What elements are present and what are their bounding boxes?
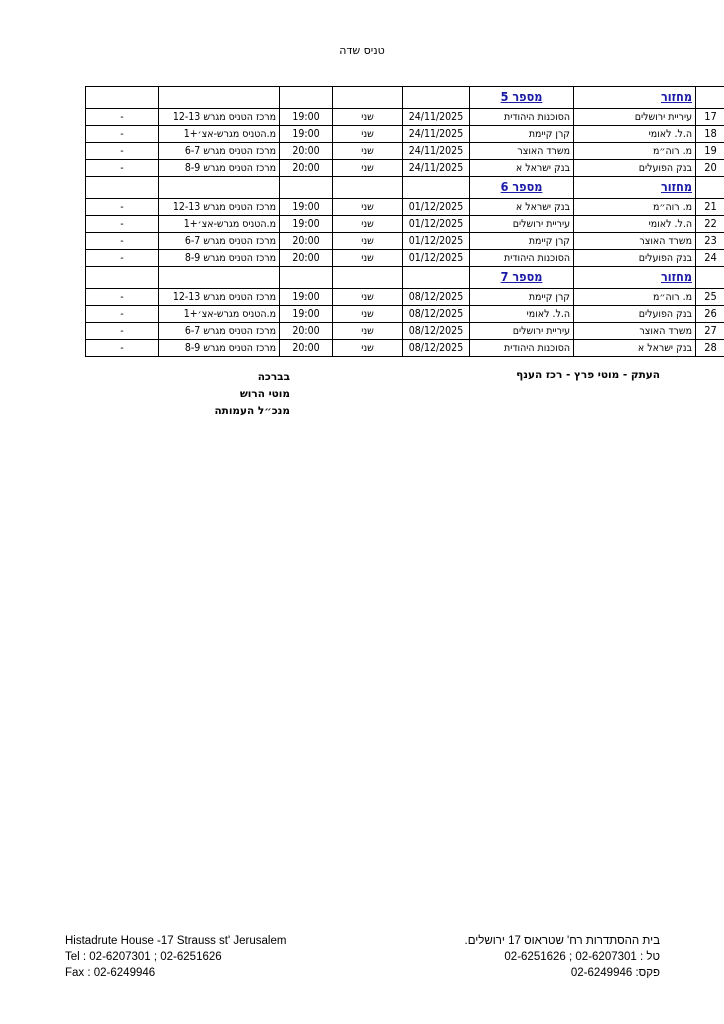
team-away: קרן קיימת [470,289,574,306]
team-home: משרד האוצר [574,323,696,340]
header-cell [86,267,159,289]
team-home: מ. רוה״מ [574,289,696,306]
header-cell [574,87,696,109]
game-row [86,306,724,323]
footer-tel-en: Tel : 02-6207301 ; 02-6251626 [65,951,222,963]
game-time: 20:00 [280,233,333,250]
round-number: מספר 6 [500,179,543,194]
game-number: 21 [696,199,724,216]
game-date: 01/12/2025 [403,199,470,216]
header-cell [159,267,280,289]
game-number: 26 [696,306,724,323]
game-date: 08/12/2025 [403,306,470,323]
team-home: משרד האוצר [574,233,696,250]
game-venue: מ.הטניס מגרש-אצ׳+1 [159,216,280,233]
header-cell [470,87,574,109]
game-row [86,216,724,233]
game-result: - [86,143,159,160]
game-number: 27 [696,323,724,340]
game-time: 20:00 [280,250,333,267]
document-title: טניס שדה [339,44,385,57]
footer-hebrew [465,933,660,981]
header-cell [159,177,280,199]
footer-address-en: Histadrute House -17 Strauss st' Jerusalem [65,935,287,947]
team-away: עיריית ירושלים [470,216,574,233]
header-cell [280,267,333,289]
header-cell [280,177,333,199]
game-row [86,289,724,306]
game-venue: מ.הטניס מגרש-אצ׳+1 [159,126,280,143]
game-result: - [86,126,159,143]
team-away: הסוכנות היהודית [470,109,574,126]
game-venue: מ.הטניס מגרש-אצ׳+1 [159,306,280,323]
header-cell [470,177,574,199]
game-row [86,250,724,267]
game-result: - [86,289,159,306]
game-time: 20:00 [280,340,333,357]
team-away: הסוכנות היהודית [470,250,574,267]
round-label: מחזור [661,269,692,284]
game-time: 20:00 [280,323,333,340]
team-home: ה.ל. לאומי [574,216,696,233]
game-time: 19:00 [280,109,333,126]
game-number: 24 [696,250,724,267]
game-number: 20 [696,160,724,177]
game-time: 19:00 [280,306,333,323]
round-number: מספר 5 [500,89,543,104]
game-row [86,340,724,357]
game-result: - [86,306,159,323]
game-result: - [86,340,159,357]
round-label: מחזור [661,89,692,104]
game-number: 23 [696,233,724,250]
team-home: ה.ל. לאומי [574,126,696,143]
game-date: 01/12/2025 [403,233,470,250]
header-cell [470,267,574,289]
game-result: - [86,199,159,216]
header-cell [280,87,333,109]
team-home: בנק הפועלים [574,250,696,267]
game-row [86,109,724,126]
game-venue: מרכז הטניס מגרש 12-13 [159,289,280,306]
round-header [86,267,724,289]
game-row [86,143,724,160]
game-time: 20:00 [280,143,333,160]
header-cell [574,267,696,289]
team-away: עיריית ירושלים [470,323,574,340]
game-time: 19:00 [280,199,333,216]
game-time: 19:00 [280,126,333,143]
game-date: 08/12/2025 [403,340,470,357]
game-date: 08/12/2025 [403,289,470,306]
header-cell [333,267,403,289]
team-home: מ. רוה״מ [574,143,696,160]
game-row [86,323,724,340]
header-cell [86,87,159,109]
round-number: מספר 7 [500,269,543,284]
header-cell [333,87,403,109]
footer-english [65,933,286,981]
header-cell [86,177,159,199]
game-result: - [86,250,159,267]
game-date: 08/12/2025 [403,323,470,340]
game-venue: מרכז הטניס מגרש 8-9 [159,340,280,357]
header-cell [696,87,724,109]
team-away: בנק ישראל א [470,199,574,216]
header-cell [696,267,724,289]
header-cell [403,267,470,289]
game-number: 19 [696,143,724,160]
round-header [86,177,724,199]
header-cell [574,177,696,199]
game-result: - [86,233,159,250]
game-day: שני [333,340,403,357]
game-result: - [86,160,159,177]
game-number: 22 [696,216,724,233]
game-time: 19:00 [280,216,333,233]
game-result: - [86,323,159,340]
game-row [86,233,724,250]
signature-name: מוטי הרוש [239,388,290,400]
game-date: 24/11/2025 [403,109,470,126]
signature-greeting: בברכה [257,371,290,383]
team-away: בנק ישראל א [470,160,574,177]
game-day: שני [333,323,403,340]
team-away: קרן קיימת [470,126,574,143]
game-venue: מרכז הטניס מגרש 6-7 [159,323,280,340]
game-time: 19:00 [280,289,333,306]
game-number: 18 [696,126,724,143]
game-venue: מרכז הטניס מגרש 8-9 [159,160,280,177]
game-day: שני [333,160,403,177]
game-venue: מרכז הטניס מגרש 12-13 [159,109,280,126]
game-day: שני [333,143,403,160]
game-day: שני [333,306,403,323]
game-day: שני [333,109,403,126]
signature-role: מנכ״ל העמותה [214,405,290,417]
header-cell [403,177,470,199]
game-day: שני [333,126,403,143]
team-away: הסוכנות היהודית [470,340,574,357]
team-home: מ. רוה״מ [574,199,696,216]
header-cell [159,87,280,109]
team-home: בנק ישראל א [574,340,696,357]
team-away: ה.ל. לאומי [470,306,574,323]
team-away: משרד האוצר [470,143,574,160]
game-time: 20:00 [280,160,333,177]
footer-fax-he: פקס: 02-6249946 [570,967,660,979]
header-cell [403,87,470,109]
round-header [86,87,724,109]
game-row [86,126,724,143]
game-day: שני [333,250,403,267]
game-date: 24/11/2025 [403,126,470,143]
game-venue: מרכז הטניס מגרש 6-7 [159,233,280,250]
game-venue: מרכז הטניס מגרש 12-13 [159,199,280,216]
game-day: שני [333,289,403,306]
game-row [86,199,724,216]
copy-note: העתק - מוטי פרץ - רכז הענף [516,369,660,381]
game-number: 17 [696,109,724,126]
game-result: - [86,109,159,126]
team-home: עיריית ירושלים [574,109,696,126]
signature-block [214,369,290,420]
game-date: 24/11/2025 [403,160,470,177]
game-date: 01/12/2025 [403,216,470,233]
team-away: קרן קיימת [470,233,574,250]
game-day: שני [333,216,403,233]
game-day: שני [333,233,403,250]
schedule-table [85,86,724,357]
round-label: מחזור [661,179,692,194]
game-date: 01/12/2025 [403,250,470,267]
game-day: שני [333,199,403,216]
game-number: 28 [696,340,724,357]
footer-tel-he: טל : 02-6207301 ; 02-6251626 [504,951,660,963]
footer-fax-en: Fax : 02-6249946 [65,967,156,979]
game-number: 25 [696,289,724,306]
game-result: - [86,216,159,233]
game-row [86,160,724,177]
header-cell [696,177,724,199]
footer-address-he: בית ההסתדרות רח' שטראוס 17 ירושלים. [464,935,660,947]
header-cell [333,177,403,199]
game-venue: מרכז הטניס מגרש 6-7 [159,143,280,160]
game-date: 24/11/2025 [403,143,470,160]
game-venue: מרכז הטניס מגרש 8-9 [159,250,280,267]
team-home: בנק הפועלים [574,160,696,177]
team-home: בנק הפועלים [574,306,696,323]
